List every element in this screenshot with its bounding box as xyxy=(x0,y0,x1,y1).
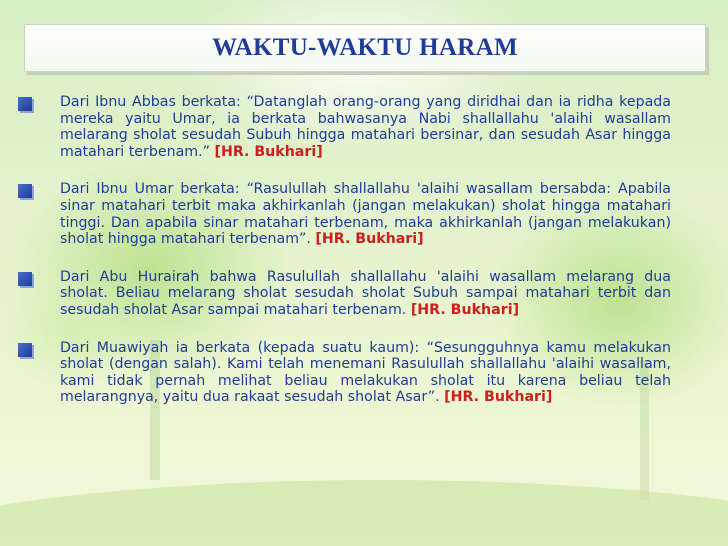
reference-label: [HR. Bukhari] xyxy=(410,301,520,318)
item-text: Dari Ibnu Umar berkata: “Rasulullah shallallahu 'alaihi wasallam bersabda: Apabila sinar matahari terbit maka akhirkanlah (jangan melakukan) sholat hingga matahari tinggi. Dan apabila sinar matahari terbenam, maka akhirkanlah (jangan melakukan) sholat hingga matahari terbenam”. [HR. Bukhari] xyxy=(60,181,671,248)
reference-label: [HR. Bukhari] xyxy=(444,389,553,406)
reference-label: [HR. Bukhari] xyxy=(214,143,323,160)
list-item xyxy=(14,269,671,319)
square-bullet-icon xyxy=(18,184,32,198)
list-item xyxy=(14,340,671,406)
title-box xyxy=(24,24,706,72)
lawn xyxy=(0,480,728,546)
list-item xyxy=(14,181,671,247)
square-bullet-icon xyxy=(18,97,32,111)
item-text: Dari Ibnu Abbas berkata: “Datanglah orang-orang yang diridhai dan ia ridha kepada mereka yaitu Umar, ia berkata bahwasanya Nabi shallallahu 'alaihi wasallam melarang sholat sesudah Subuh hingga matahari bersinar, dan sesudah Asar hingga matahari terbenam.” [HR. Bukhari] xyxy=(60,94,671,160)
list-item xyxy=(14,94,671,160)
item-text: Dari Muawiyah ia berkata (kepada suatu kaum): “Sesungguhnya kamu melakukan sholat (dengan salah). Kami telah menemani Rasulullah shallallahu 'alaihi wasallam, kami tidak pernah melihat beliau melakukan sholat itu karena beliau telah melarangnya, yaitu dua rakaat sesudah sholat Asar”. [HR. Bukhari] xyxy=(60,339,671,406)
reference-label: [HR. Bukhari] xyxy=(315,231,424,248)
bullet-list xyxy=(14,94,671,427)
square-bullet-icon xyxy=(18,343,32,357)
square-bullet-icon xyxy=(18,272,32,286)
slide-title: WAKTU-WAKTU HARAM xyxy=(212,34,518,61)
item-text: Dari Abu Hurairah bahwa Rasulullah shallallahu 'alaihi wasallam melarang dua sholat. Beliau melarang sholat sesudah sholat Subuh sampai matahari terbit dan sesudah sholat Asar sampai matahari terbenam. [HR. Bukhari] xyxy=(60,268,671,318)
